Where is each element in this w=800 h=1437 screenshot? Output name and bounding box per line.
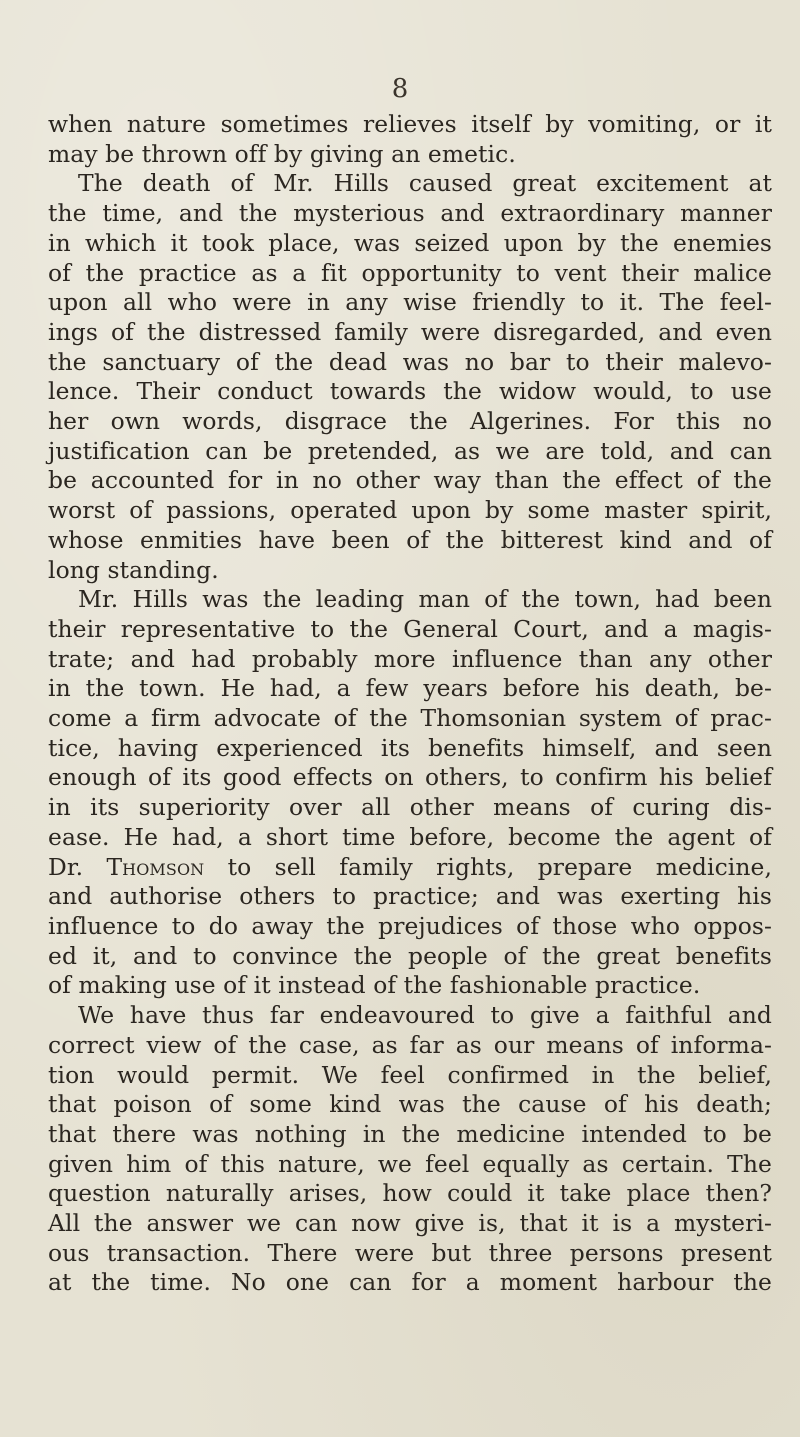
text-line: the time, and the mysterious and extraordinary manner (48, 199, 772, 228)
text-line: and authorise others to practice; and was exerting his (48, 882, 772, 911)
text-line: may be thrown off by giving an emetic. (48, 139, 516, 168)
text-line: ed it, and to convince the people of the great benefits (48, 941, 772, 970)
text-line: long standing. (48, 555, 219, 584)
text-segment: Dr. (48, 852, 107, 881)
text-line: in which it took place, was seized upon by the enemies (48, 228, 772, 257)
text-line: tice, having experienced its benefits himself, and seen (48, 733, 772, 762)
text-line: the sanctuary of the dead was no bar to their malevo- (48, 347, 772, 376)
text-line: influence to do away the prejudices of those who oppos- (48, 911, 772, 940)
text-line: in the town. He had, a few years before his death, be- (48, 674, 772, 703)
text-line (48, 853, 772, 883)
text-line: ease. He had, a short time before, become the agent of (48, 822, 772, 851)
text-line: given him of this nature, we feel equally as certain. The (48, 1149, 772, 1178)
text-line: that poison of some kind was the cause of his death; (48, 1090, 772, 1119)
text-line: whose enmities have been of the bitterest kind and of (48, 525, 772, 554)
text-line: correct view of the case, as far as our means of informa- (48, 1030, 772, 1059)
text-line: ings of the distressed family were disregarded, and even (48, 317, 772, 346)
text-line: enough of its good effects on others, to confirm his belief (48, 763, 772, 792)
text-line: that there was nothing in the medicine intended to be (48, 1119, 772, 1148)
name-small-caps: Thomson (106, 852, 205, 881)
body-text (48, 110, 772, 1298)
text-line: lence. Their conduct towards the widow would, to use (48, 377, 772, 406)
text-line: The death of Mr. Hills caused great excitement at (78, 169, 772, 198)
text-line: be accounted for in no other way than the effect of the (48, 466, 772, 495)
text-line: ous transaction. There were but three persons present (48, 1238, 772, 1267)
text-line: trate; and had probably more influence than any other (48, 644, 772, 673)
text-line: their representative to the General Court, and a magis- (48, 614, 772, 643)
text-line: her own words, disgrace the Algerines. For this no (48, 407, 772, 436)
text-line: Mr. Hills was the leading man of the town, had been (78, 585, 772, 614)
text-line: tion would permit. We feel confirmed in the belief, (48, 1060, 772, 1089)
text-line: We have thus far endeavoured to give a faithful and (78, 1001, 772, 1030)
text-line: at the time. No one can for a moment harbour the (48, 1268, 772, 1297)
text-line: of making use of it instead of the fashionable practice. (48, 971, 701, 1000)
page-number: 8 (391, 74, 409, 104)
text-line: justification can be pretended, as we are told, and can (48, 436, 772, 465)
text-line: of the practice as a fit opportunity to vent their malice (48, 258, 772, 287)
text-line: when nature sometimes relieves itself by vomiting, or it (48, 110, 772, 138)
text-segment: to sell family rights, prepare medicine, (204, 852, 772, 881)
text-line: worst of passions, operated upon by some master spirit, (48, 496, 772, 525)
text-line: question naturally arises, how could it take place then? (48, 1179, 772, 1208)
text-line: All the answer we can now give is, that it is a mysteri- (48, 1209, 772, 1238)
text-line: upon all who were in any wise friendly to it. The feel- (48, 288, 772, 317)
text-line: come a firm advocate of the Thomsonian system of prac- (48, 704, 772, 733)
text-line: in its superiority over all other means of curing dis- (48, 793, 772, 822)
